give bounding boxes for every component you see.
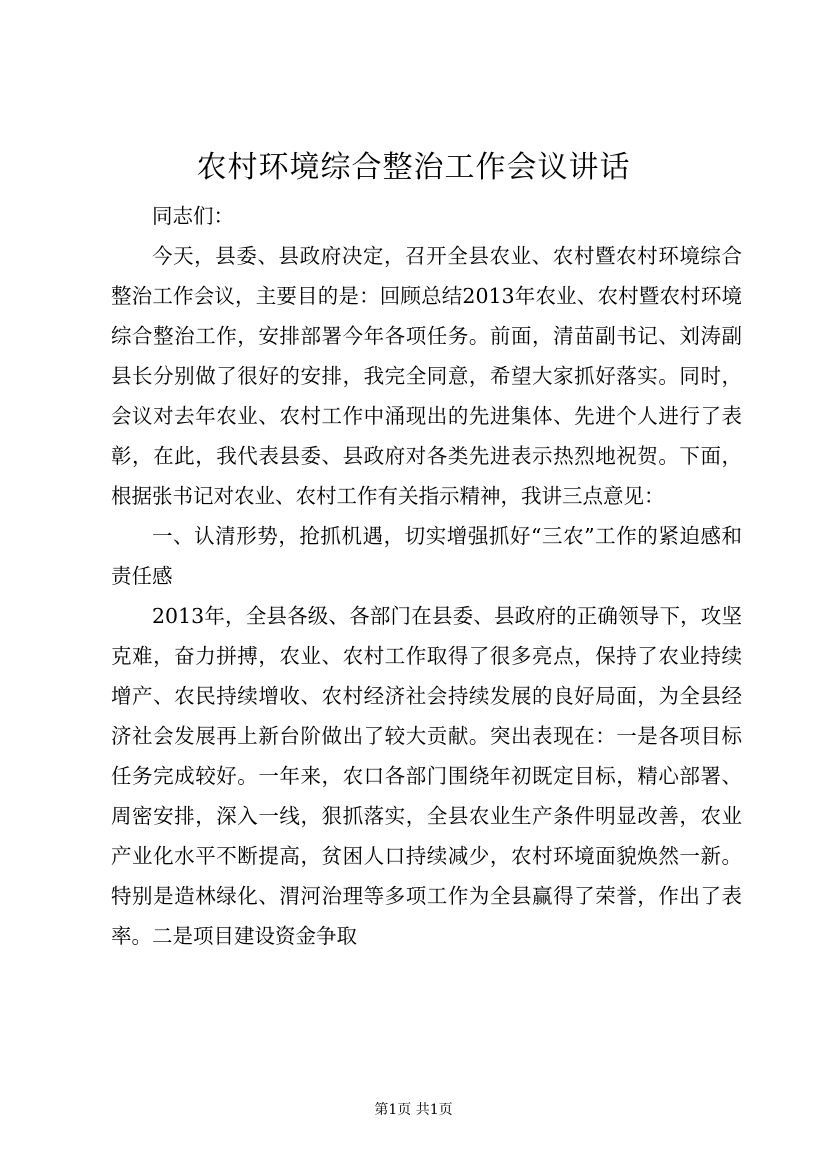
body-paragraph: 2013年，全县各级、各部门在县委、县政府的正确领导下，攻坚克难，奋力拼搏，农业、农村工作取得了很多亮点，保持了农业持续增产、农民持续增收、农村经济社会持续发展的良好局面，为全县经济社会发展再上新台阶做出了较大贡献。突出表现在：一是各项目标任务完成较好。一年来，农口各部门围绕年初既定目标，精心部署、周密安排，深入一线，狠抓落实，全县农业生产条件明显改善，农业产业化水平不断提高，贫困人口持续减少，农村环境面貌焕然一新。特别是造林绿化、渭河治理等多项工作为全县赢得了荣誉，作出了表率。二是项目建设资金争取 (111, 604, 742, 948)
salutation-paragraph: 同志们： (152, 204, 234, 228)
page-footer: 第1页 共1页 (374, 1102, 453, 1118)
section-heading: 一、认清形势，抢抓机遇，切实增强抓好“三农”工作的紧迫感和责任感 (111, 524, 742, 588)
intro-paragraph: 今天，县委、县政府决定，召开全县农业、农村暨农村环境综合整治工作会议，主要目的是：回顾总结2013年农业、农村暨农村环境综合整治工作，安排部署今年各项任务。前面，清苗副书记、刘涛副县长分别做了很好的安排，我完全同意，希望大家抓好落实。同时，会议对去年农业、农村工作中涌现出的先进集体、先进个人进行了表彰，在此，我代表县委、县政府对各类先进表示热烈地祝贺。下面，根据张书记对农业、农村工作有关指示精神，我讲三点意见： (111, 244, 742, 508)
document-title: 农村环境综合整治工作会议讲话 (196, 150, 631, 185)
document-body (111, 196, 742, 956)
